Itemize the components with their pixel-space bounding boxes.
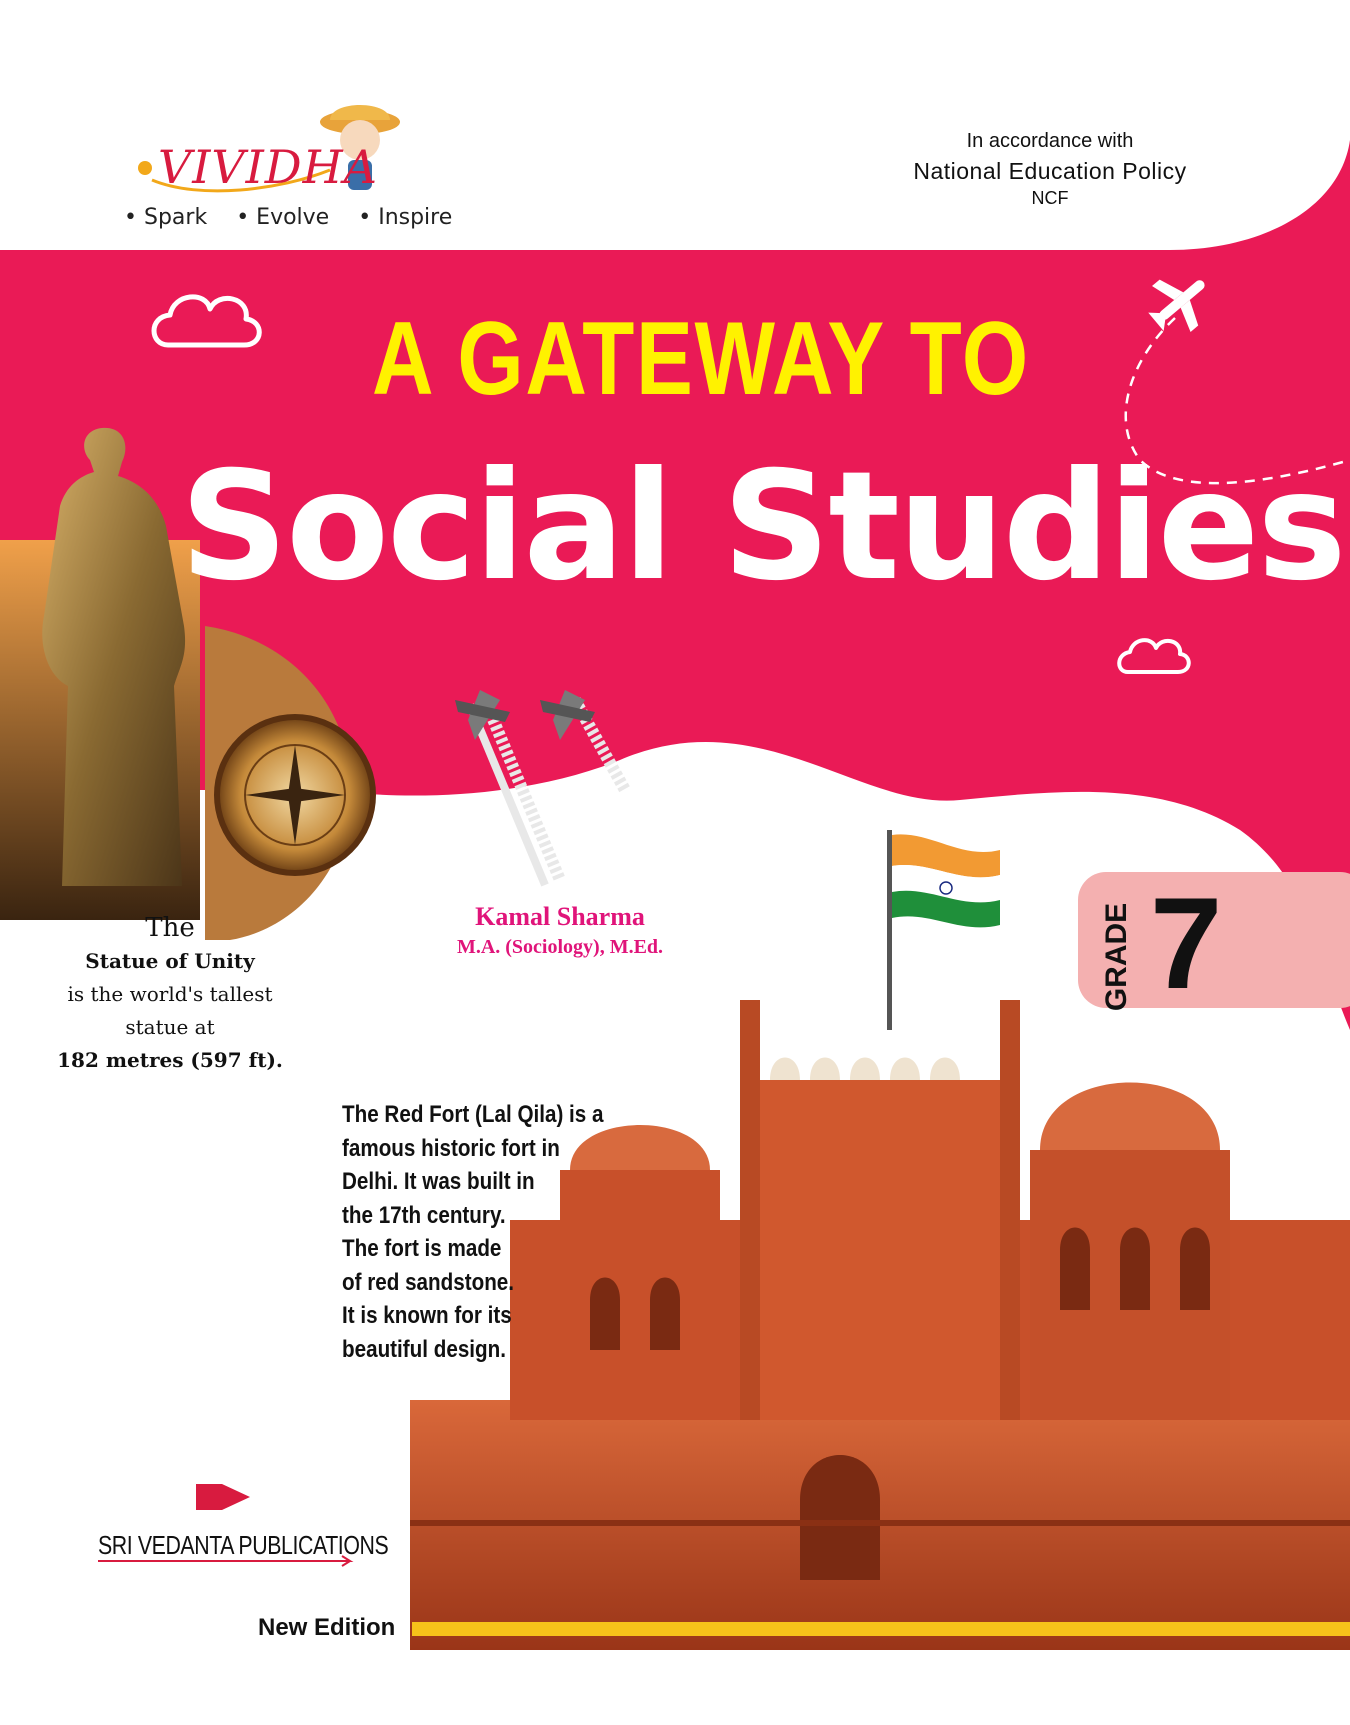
india-flag-image (887, 830, 1000, 1030)
fort-fact-line: Delhi. It was built in (342, 1168, 535, 1195)
publisher-logo-icon (196, 1484, 250, 1510)
policy-name: National Education Policy (913, 158, 1187, 184)
author-name: Kamal Sharma (475, 902, 645, 931)
edition-label: New Edition (258, 1614, 396, 1641)
statue-fact-line: is the world's tallest (67, 982, 273, 1006)
brand-logo: VIVIDHA (158, 140, 378, 194)
edition-bar (412, 1622, 1350, 1636)
publisher-name: SRI VEDANTA PUBLICATIONS (98, 1530, 389, 1560)
fort-fact-line: famous historic fort in (342, 1134, 560, 1162)
fort-fact-line: beautiful design. (342, 1335, 506, 1363)
statue-fact-line: The (145, 913, 195, 943)
title-line-2: Social Studies (180, 440, 1345, 614)
fort-fact-line: The Red Fort (Lal Qila) is a (342, 1101, 604, 1128)
statue-fact (40, 912, 300, 1077)
tagline-item: • Evolve (236, 205, 330, 230)
brand-tagline (124, 205, 474, 230)
statue-fact-line: Statue of Unity (85, 949, 255, 973)
policy-ncf: NCF (1031, 188, 1069, 208)
tagline-item: • Spark (124, 205, 208, 230)
butterfly-icon (138, 161, 152, 175)
tagline-item: • Inspire (358, 205, 453, 230)
fort-fact (342, 1098, 604, 1366)
author-qualification: M.A. (Sociology), M.Ed. (456, 936, 664, 958)
grade-number: 7 (1150, 870, 1223, 1016)
fort-fact-line: The fort is made (342, 1235, 502, 1262)
policy-line: In accordance with (966, 130, 1134, 152)
grade-label: GRADE (1100, 902, 1133, 1012)
fort-fact-line: It is known for its (342, 1302, 512, 1329)
fort-fact-line: of red sandstone. (342, 1268, 515, 1296)
statue-fact-line: 182 metres (597 ft). (57, 1048, 283, 1072)
title-line-1: A GATEWAY TO (372, 301, 1030, 417)
statue-fact-line: statue at (125, 1015, 215, 1039)
fort-fact-line: the 17th century. (342, 1201, 506, 1229)
